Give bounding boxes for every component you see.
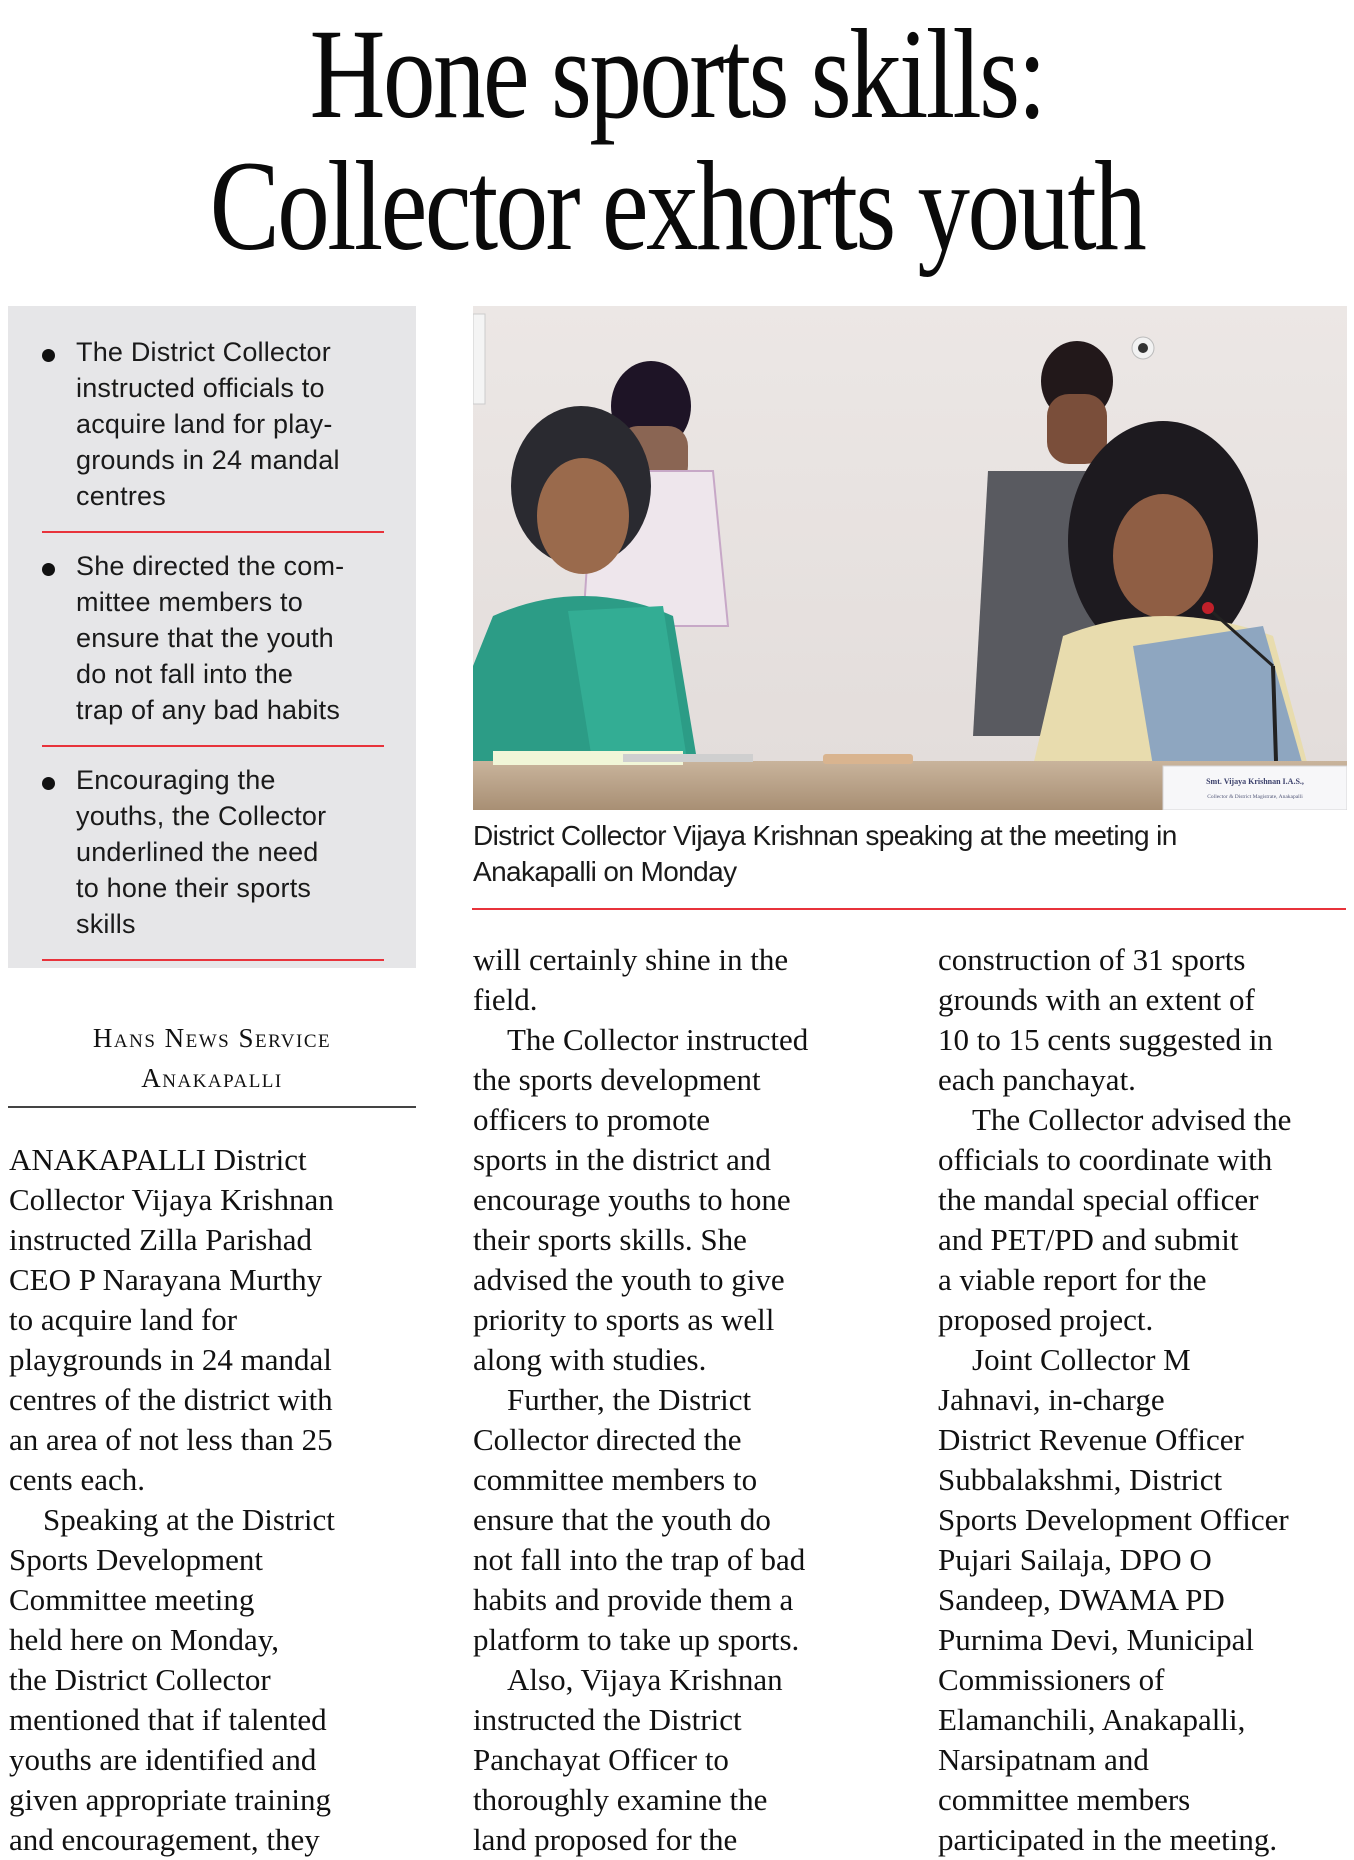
highlight-item: She directed the com- mittee members to ensure that the youth do not fall into the trap of any bad habits — [76, 551, 345, 725]
headline — [122, 3, 1232, 277]
caption-divider — [472, 908, 1346, 910]
nameplate-name: Smt. Vijaya Krishnan I.A.S., — [1206, 777, 1304, 786]
caption-line: District Collector Vijaya Krishnan speaking at the meeting in — [473, 820, 1177, 851]
paragraph: The Collector advised the officials to coordinate with the mandal special officer and PET/PD and submit a viable report for the proposed project. — [938, 1102, 1292, 1337]
article-column-3 — [938, 940, 1354, 1860]
news-photo — [473, 306, 1347, 810]
photo-illustration — [473, 306, 1347, 810]
paragraph: construction of 31 sports grounds with an extent of 10 to 15 cents suggested in each panchayat. — [938, 942, 1273, 1097]
highlight-item: Encouraging the youths, the Collector underlined the need to hone their sports skills — [76, 765, 327, 939]
byline-location: Anakapalli — [141, 1063, 283, 1093]
highlight-item: The District Collector instructed officials to acquire land for play- grounds in 24 mandal centres — [76, 337, 340, 511]
photo-caption — [473, 818, 1353, 890]
paragraph: will certainly shine in the field. — [473, 942, 789, 1017]
caption-line: Anakapalli on Monday — [473, 856, 737, 887]
byline-agency: Hans News Service — [92, 1023, 332, 1053]
article-column-2 — [473, 940, 893, 1860]
paragraph: Further, the District Collector directed the committee members to ensure that the youth do not fall into the trap of bad habits and provide them a platform to take up sports. — [473, 1382, 806, 1657]
highlight-divider — [42, 745, 384, 747]
paragraph: The Collector instructed the sports development officers to promote sports in the district and encourage youths to hone their sports skills. She advised the youth to give priority to sports as well along with studies. — [473, 1022, 809, 1377]
bullet-icon — [42, 777, 55, 790]
bullet-icon — [42, 563, 55, 576]
paragraph: Speaking at the District Sports Development Committee meeting held here on Monday, the District Collector mentioned that if talented youths are identified and given appropriate training and encouragement, they — [9, 1502, 335, 1857]
headline-line-2: Collector exhorts youth — [209, 135, 1145, 277]
bullet-icon — [42, 349, 55, 362]
article-column-1 — [9, 1140, 417, 1860]
paragraph: ANAKAPALLI District Collector Vijaya Krishnan instructed Zilla Parishad CEO P Narayana Murthy to acquire land for playgrounds in 24 mandal centres of the district with an area of not less than 25 cents each. — [9, 1142, 334, 1497]
headline-line-1: Hone sports skills: — [309, 3, 1045, 145]
highlight-divider — [42, 959, 384, 961]
paragraph: Also, Vijaya Krishnan instructed the District Panchayat Officer to thoroughly examine the land proposed for the — [473, 1662, 783, 1857]
nameplate-title: Collector & District Magistrate, Anakapalli — [1207, 794, 1303, 800]
byline — [8, 1018, 416, 1098]
highlight-divider — [42, 531, 384, 533]
byline-divider — [8, 1106, 416, 1108]
highlights-box — [8, 306, 416, 968]
paragraph: Joint Collector M Jahnavi, in-charge District Revenue Officer Subbalakshmi, District Sports Development Officer Pujari Sailaja, DPO O Sandeep, DWAMA PD Purnima Devi, Municipal Commissioners of Elamanchili, Anakapalli, Narsipatnam and committee members participated in the meeting. — [938, 1342, 1289, 1857]
